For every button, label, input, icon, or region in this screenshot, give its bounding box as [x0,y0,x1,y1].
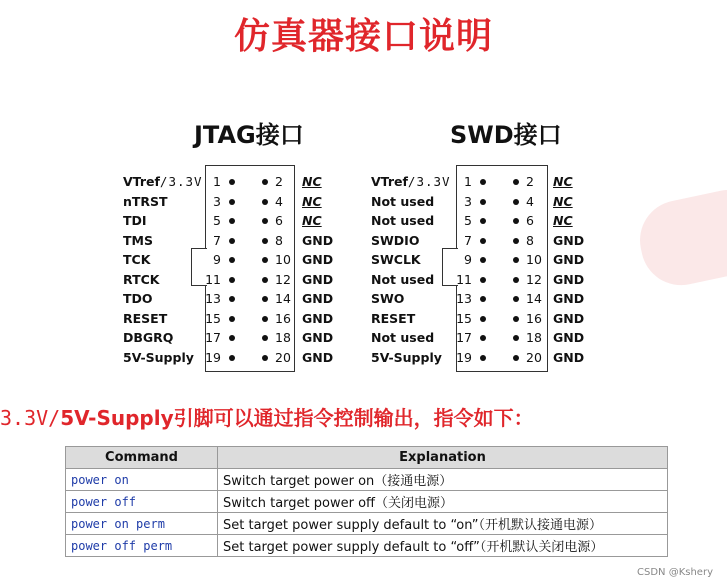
pin-dot [229,199,235,205]
pin-number-odd: 1 [464,174,472,189]
pin-dot [480,316,486,322]
signal-label-left [123,252,150,267]
signal-name: TCK [123,252,151,267]
signal-label-left [371,174,451,189]
pin-number-odd: 5 [213,213,221,228]
signal-label-left [123,272,159,287]
signal-label-left [371,350,442,365]
voltage-label: /3.3V [159,174,203,189]
pin-dot [262,316,268,322]
pin-dot [513,199,519,205]
signal-label-right: GND [302,232,334,248]
signal-label-left [371,291,404,306]
pin-number-even: 8 [275,232,283,248]
table-row [66,469,668,491]
power-note [0,402,534,431]
signal-label-right: NC [553,213,573,228]
signal-label-right: NC [302,193,322,209]
signal-name: SWO [371,291,405,306]
pin-number-even: 20 [526,349,542,365]
watermark: CSDN @Kshery [637,567,713,578]
command-cell: power on [66,469,218,491]
power-note-text: 5V-Supply引脚可以通过指令控制输出，指令如下： [60,406,534,430]
signal-name: TDO [123,291,153,306]
pin-dot [262,277,268,283]
pin-dot [480,257,486,263]
pin-number-odd: 1 [213,174,221,189]
signal-label-right: GND [302,310,334,326]
power-note-prefix: 3.3V/ [0,406,61,430]
signal-label-right: NC [553,193,573,209]
signal-label-right: GND [553,349,585,365]
pin-dot [513,238,519,244]
signal-label-left [371,252,421,267]
pin-number-even: 6 [275,213,283,228]
pin-dot [262,355,268,361]
signal-label-right: GND [302,349,334,365]
pin-number-odd: 3 [464,193,472,209]
pin-number-odd: 13 [205,291,221,306]
signal-name: Not used [371,213,435,228]
signal-label-right: GND [553,232,585,248]
signal-label-right: GND [553,291,585,306]
pin-dot [513,218,519,224]
table-row [66,535,668,557]
pin-number-odd: 17 [456,330,472,345]
command-cell: power on perm [66,513,218,535]
signal-label-left [371,330,434,345]
pin-dot [262,238,268,244]
pin-dot [480,179,486,185]
signal-label-left [123,213,147,228]
pin-dot [229,179,235,185]
pin-number-odd: 19 [205,349,221,365]
signal-name: SWDIO [371,232,420,248]
signal-name: DBGRQ [123,330,174,345]
signal-name: 5V-Supply [371,349,442,365]
swd-title: SWD接口 [450,121,562,149]
pin-dot [229,296,235,302]
pin-dot [480,199,486,205]
signal-label-left [123,194,168,209]
signal-name: TMS [123,232,153,248]
command-cell: power off perm [66,535,218,557]
pin-number-even: 12 [275,271,291,287]
signal-name: RESET [123,310,168,326]
pin-number-even: 12 [526,271,542,287]
signal-label-left [123,291,153,306]
jtag-title: JTAG接口 [194,121,304,149]
pin-number-even: 4 [526,193,534,209]
explanation-cell: Switch target power off（关闭电源） [218,491,668,513]
pin-number-odd: 13 [456,291,472,306]
signal-name: VTref [123,174,160,189]
signal-label-right: GND [302,252,334,267]
pin-dot [229,277,235,283]
pin-dot [513,316,519,322]
pin-number-odd: 11 [205,271,221,287]
decorative-swoosh [633,182,727,292]
signal-label-right: NC [302,213,322,228]
pin-number-odd: 17 [205,330,221,345]
pin-dot [513,257,519,263]
command-cell: power off [66,491,218,513]
pin-number-even: 10 [275,252,291,267]
pin-number-odd: 11 [456,271,472,287]
pin-number-even: 14 [526,291,542,306]
pin-dot [513,335,519,341]
pin-number-even: 6 [526,213,534,228]
pin-dot [262,199,268,205]
pin-number-odd: 15 [205,310,221,326]
signal-label-right: GND [553,271,585,287]
pin-number-odd: 9 [464,252,472,267]
pin-dot [480,238,486,244]
pin-dot [229,335,235,341]
signal-label-left [123,311,167,326]
signal-label-left [123,350,194,365]
signal-label-left [371,233,419,248]
pin-number-even: 18 [526,330,542,345]
explanation-cell: Set target power supply default to “on”（开机默认接通电源） [218,513,668,535]
signal-name: Not used [371,193,435,209]
signal-name: TDI [123,213,147,228]
signal-name: SWCLK [371,252,421,267]
signal-label-right: GND [553,252,585,267]
pin-dot [480,355,486,361]
table-row [66,491,668,513]
pin-dot [513,355,519,361]
signal-name: Not used [371,271,435,287]
pin-dot [262,257,268,263]
pin-dot [480,218,486,224]
pin-dot [480,296,486,302]
signal-label-left [123,233,153,248]
signal-label-right: NC [302,174,322,189]
pin-dot [262,296,268,302]
signal-label-right: GND [553,330,585,345]
pin-number-even: 16 [275,310,291,326]
signal-label-left [371,213,434,228]
signal-name: RTCK [123,271,160,287]
signal-label-left [371,311,415,326]
signal-label-right: GND [302,291,334,306]
signal-name: RESET [371,310,416,326]
pin-number-even: 18 [275,330,291,345]
pin-dot [480,277,486,283]
pin-number-odd: 15 [456,310,472,326]
signal-label-right: NC [553,174,573,189]
pin-dot [513,277,519,283]
signal-label-left [371,194,434,209]
signal-name: nTRST [123,193,168,209]
pin-number-even: 20 [275,349,291,365]
pin-dot [513,296,519,302]
pin-number-odd: 9 [213,252,221,267]
signal-label-left [123,174,203,189]
explanation-cell: Set target power supply default to “off”（开机默认关闭电源） [218,535,668,557]
pin-dot [229,218,235,224]
table-row [66,513,668,535]
pin-number-even: 2 [526,174,534,189]
voltage-label: /3.3V [407,174,451,189]
pin-number-odd: 7 [213,232,221,248]
signal-label-left [371,272,434,287]
pin-dot [229,257,235,263]
signal-label-left [123,330,173,345]
signal-label-right: GND [553,310,585,326]
pin-dot [513,179,519,185]
header-command: Command [66,447,218,469]
pin-number-even: 4 [275,193,283,209]
pin-dot [229,316,235,322]
explanation-cell: Switch target power on（接通电源） [218,469,668,491]
pin-dot [262,218,268,224]
pin-number-even: 2 [275,174,283,189]
pin-number-odd: 3 [213,193,221,209]
pin-dot [262,179,268,185]
pin-dot [262,335,268,341]
pin-dot [229,238,235,244]
pin-number-even: 8 [526,232,534,248]
pin-number-odd: 5 [464,213,472,228]
pin-number-even: 16 [526,310,542,326]
command-table [65,446,668,557]
page-title: 仿真器接口说明 [233,16,493,57]
signal-name: Not used [371,330,435,345]
signal-label-right: GND [302,330,334,345]
header-explanation: Explanation [218,447,668,469]
pin-number-even: 14 [275,291,291,306]
pin-dot [229,355,235,361]
pin-number-odd: 19 [456,349,472,365]
table-header-row [66,447,668,469]
signal-name: VTref [371,174,408,189]
pin-number-odd: 7 [464,232,472,248]
signal-label-right: GND [302,271,334,287]
signal-name: 5V-Supply [123,349,194,365]
pin-number-even: 10 [526,252,542,267]
pin-dot [480,335,486,341]
